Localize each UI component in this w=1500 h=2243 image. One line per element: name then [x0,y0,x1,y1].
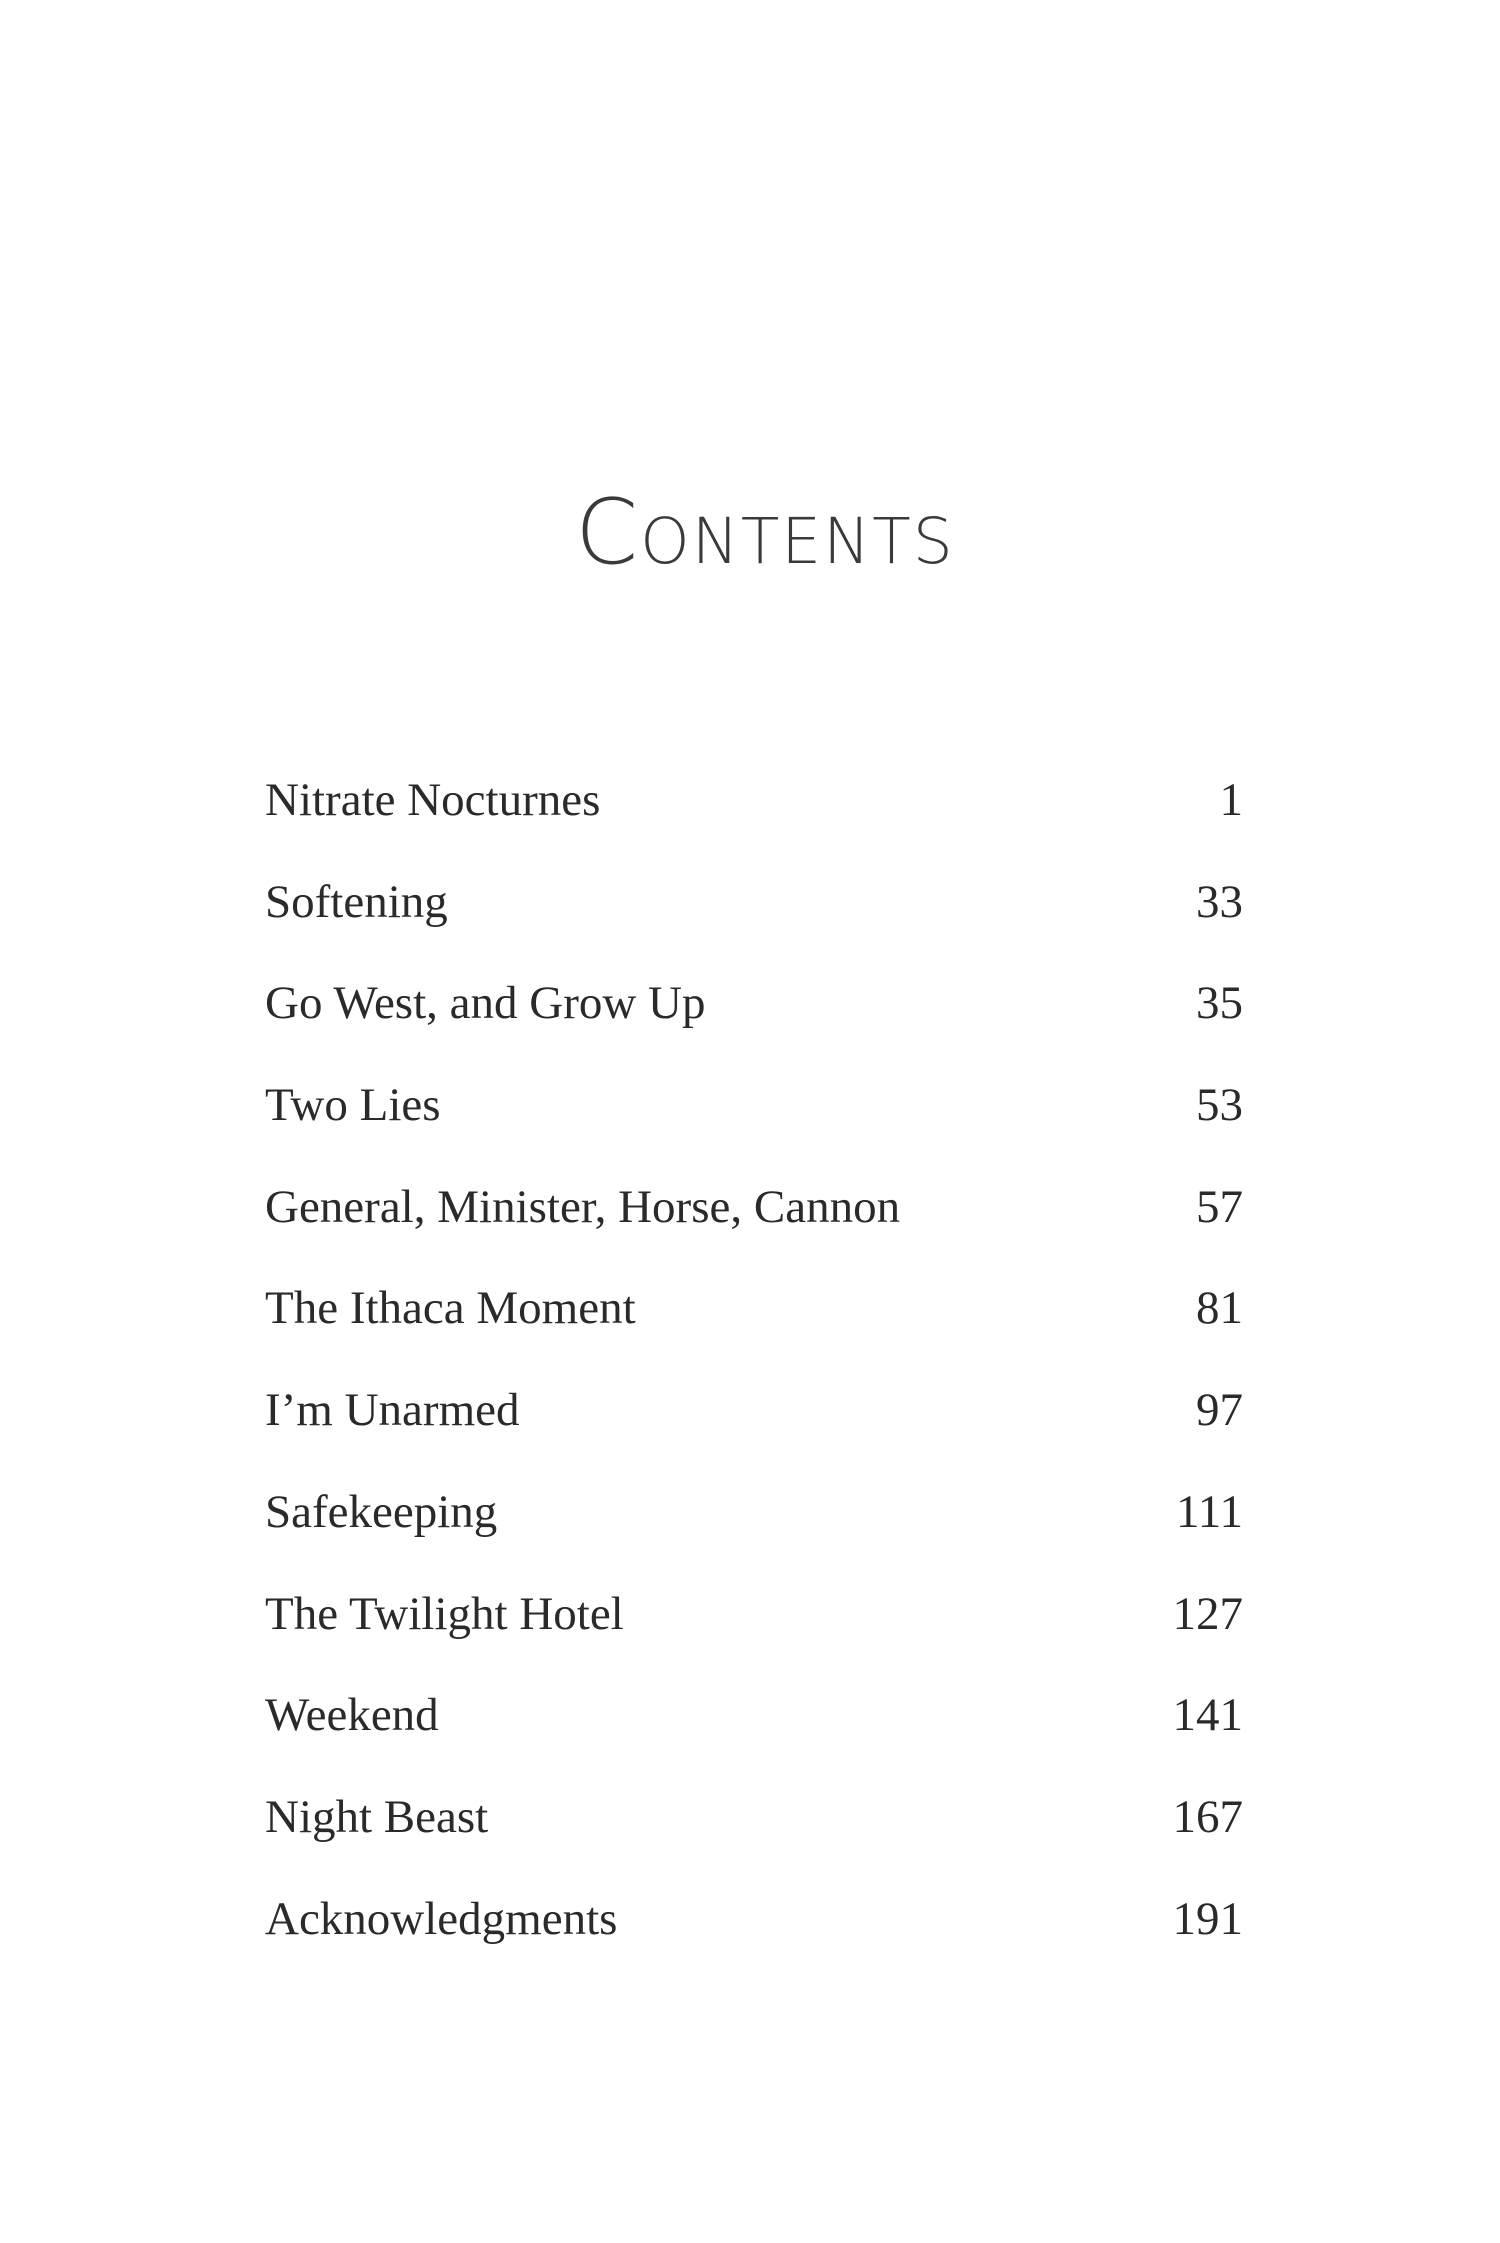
entry-page-number: 167 [1172,1790,1243,1843]
toc-entry [265,1584,1243,1686]
entry-page-number: 97 [1196,1384,1243,1437]
entry-page-number: 111 [1175,1485,1243,1538]
entry-page-number: 191 [1172,1892,1243,1945]
entry-page-number: 81 [1196,1282,1243,1335]
toc-entry [265,1889,1243,1991]
entry-page-number: 1 [1219,774,1243,826]
entry-page-number: 141 [1172,1689,1243,1742]
toc-entry [265,1685,1243,1787]
entry-title: The Ithaca Moment [265,1282,636,1335]
toc-entry [265,1278,1243,1380]
entry-page-number: 127 [1172,1587,1243,1640]
toc-entry [265,1177,1243,1279]
entry-page-number: 35 [1196,977,1243,1030]
contents-heading: Contents [575,480,955,585]
entry-title: Acknowledgments [265,1892,618,1945]
toc-entry [265,1787,1243,1889]
toc-entry [265,770,1243,872]
entry-title: Safekeeping [265,1485,498,1538]
entry-title: I’m Unarmed [265,1384,520,1437]
toc-entry [265,1075,1243,1177]
entry-title: Nitrate Nocturnes [265,774,601,826]
toc-entry [265,1380,1243,1482]
entry-title: Night Beast [265,1790,489,1843]
entry-title: Two Lies [265,1079,441,1132]
entry-page-number: 53 [1196,1079,1243,1132]
toc-entry [265,1482,1243,1584]
entry-page-number: 33 [1196,875,1243,928]
table-of-contents [265,770,1243,1990]
entry-title: Weekend [265,1689,439,1742]
entry-page-number: 57 [1196,1180,1243,1233]
entry-title: General, Minister, Horse, Cannon [265,1180,901,1233]
entry-title: Go West, and Grow Up [265,977,706,1030]
toc-entry [265,973,1243,1075]
toc-entry [265,872,1243,974]
entry-title: Softening [265,875,448,928]
entry-title: The Twilight Hotel [265,1587,624,1640]
